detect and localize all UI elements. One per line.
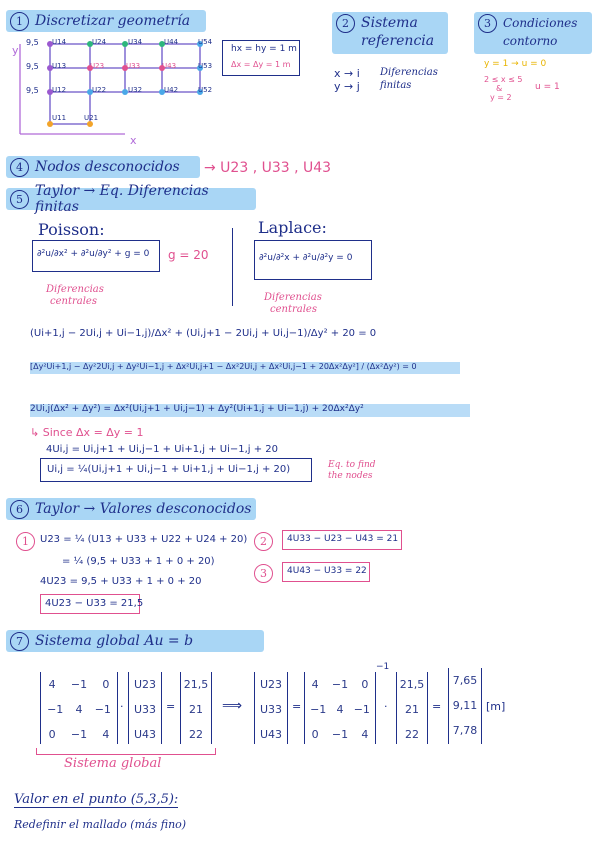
fd-result-box [40,458,312,482]
ref-note: finitas [380,80,412,91]
node-label: U24 [92,38,107,46]
matrix-cell: −1 [353,703,370,716]
matrix-cell: 4 [102,728,110,741]
node-label: U14 [52,38,67,46]
section-5-header [6,183,256,215]
section-3-header [474,12,592,54]
section-2-header [332,12,448,54]
node-label: U44 [164,38,179,46]
vector-result [448,668,482,744]
eq2: 4U33 − U23 − U43 = 21 [287,534,399,544]
brace [36,748,216,755]
section-title-b: contorno [503,34,558,48]
vector-cell: 22 [405,728,419,741]
eq3-box [282,562,370,582]
vector-cell: U33 [259,703,283,716]
ref-line: y → j [334,80,360,93]
spacing-box [222,40,300,76]
eq3: 4U43 − U33 = 22 [287,566,367,576]
vector-cell: U43 [133,728,157,741]
matrix-cell: −1 [94,703,111,716]
eq2-box [282,530,402,550]
matrix-cell: −1 [70,678,88,691]
matrix-cell: 0 [48,728,56,741]
fd-line-3: 2Ui,j(Δx² + Δy²) = Δx²(Ui,j+1 + Ui,j−1) + Δy²(Ui+1,j + Ui−1,j) + 20Δx²Δy² [30,404,364,414]
val-eq: 4U23 = 9,5 + U33 + 1 + 0 + 20 [40,576,202,587]
node-label: U13 [52,62,67,70]
section-title: Discretizar geometría [35,13,191,29]
laplace-eq-box [254,240,372,280]
fd-line-5: Ui,j = ¼(Ui,j+1 + Ui,j−1 + Ui+1,j + Ui−1,j + 20) [47,464,291,475]
vector-u-solve [254,672,288,744]
matrix-cell: 4 [311,678,319,691]
laplace-eq: ∂²u/∂²x + ∂²u/∂²y = 0 [259,253,353,263]
node-label: U32 [128,86,143,94]
node-label: U11 [52,114,67,122]
fd-note: the nodes [328,471,373,481]
vector-cell: 21 [189,703,203,716]
axis-y-label: y [12,44,19,57]
node-label: U43 [162,62,177,70]
vector-cell: 21,5 [399,678,425,691]
implies-arrow: ⟹ [222,698,243,714]
poisson-note: centrales [50,296,97,307]
node-label: U53 [198,62,213,70]
val-eq: U23 = ¼ (U13 + U33 + U22 + U24 + 20) [40,534,248,545]
node-label: U34 [128,38,143,46]
footer-line-1: Valor en el punto (5,3,5): [14,792,179,807]
section-number: 6 [10,500,29,519]
equals: = [432,700,442,713]
inverse-exp: −1 [376,662,390,672]
section-number: 3 [478,14,497,33]
bc-line: y = 1 → u = 0 [484,59,547,69]
fd-line-1: (Ui+1,j − 2Ui,j + Ui−1,j)/Δx² + (Ui,j+1 − 2Ui,j + Ui,j−1)/Δy² + 20 = 0 [30,328,377,339]
matrix-cell: −1 [47,703,64,716]
bc-line: y = 2 [490,93,512,102]
poisson-eq-box [32,240,160,272]
footer-line-2: Redefinir el mallado (más fino) [14,818,187,831]
matrix-cell: −1 [70,728,88,741]
ref-note: Diferencias [380,67,438,78]
matrix-cell: 4 [48,678,56,691]
section-4-header [6,156,200,178]
bc-line: 2 ≤ x ≤ 5 [484,75,523,84]
vector-u [128,672,162,744]
section-title: Nodos desconocidos [35,159,180,175]
equals: = [292,700,302,713]
node-label: U21 [84,114,99,122]
section-title-b: referencia [361,33,435,49]
section-title: Taylor → Valores desconocidos [35,501,252,517]
matrix-cell: 0 [102,678,110,691]
discretization-grid [10,34,220,149]
vector-cell: U33 [133,703,157,716]
matrix-cell: 0 [361,678,369,691]
eq-number: 2 [254,532,273,551]
unit: [m] [486,700,506,713]
system-label: Sistema global [64,756,162,771]
matrix-a [40,672,118,744]
equals: = [166,700,176,713]
bc-line: u = 1 [535,82,560,92]
vector-b [180,672,212,744]
val-eq: = ¼ (9,5 + U33 + 1 + 0 + 20) [62,556,215,567]
spacing-h: hx = hy = 1 m [231,44,297,54]
fd-line-4: 4Ui,j = Ui,j+1 + Ui,j−1 + Ui+1,j + Ui−1,j + 20 [46,444,279,455]
dot: · [120,700,124,713]
val-result: 4U23 − U33 = 21,5 [45,598,144,609]
vector-cell: U23 [133,678,157,691]
matrix-cell: −1 [331,678,349,691]
node-label: U22 [92,86,107,94]
vector-cell: 21 [405,703,419,716]
spacing-d: Δx = Δy = 1 m [231,60,291,69]
matrix-cell: 0 [311,728,319,741]
vector-cell: 22 [189,728,203,741]
matrix-cell: 4 [75,703,83,716]
matrix-cell: −1 [310,703,327,716]
fd-note: Eq. to find [328,460,376,470]
fd-line-2: [Δy²Ui+1,j − Δy²2Ui,j + Δy²Ui−1,j + Δx²Ui,j+1 − Δx²2Ui,j + Δx²Ui,j−1 + 20Δx²Δy²] / (Δx²Δy²) = 0 [30,362,417,371]
left-value: 9,5 [26,38,39,47]
section-6-header [6,498,256,520]
vector-b-solve [396,672,428,744]
poisson-g: g = 20 [168,248,209,262]
laplace-note: centrales [270,304,317,315]
result-cell: 7,65 [452,674,478,687]
unknown-nodes: → U23 , U33 , U43 [204,160,332,176]
result-cell: 9,11 [452,699,478,712]
section-number: 5 [10,190,29,209]
matrix-cell: 4 [361,728,369,741]
section-number: 4 [10,158,29,177]
section-1-header [6,10,206,32]
eq-number: 3 [254,564,273,583]
node-label: U52 [198,86,213,94]
vector-cell: 21,5 [183,678,209,691]
val-result-box [40,594,144,614]
dot: · [384,700,388,713]
matrix-cell: −1 [331,728,349,741]
ref-line: x → i [334,67,360,80]
poisson-note: Diferencias [46,284,104,295]
section-number: 2 [336,14,355,33]
bc-line: & [496,84,503,93]
section-title-a: Sistema [361,15,418,31]
section-title: Taylor → Eq. Diferencias finitas [34,183,209,215]
section-number: 1 [10,12,29,31]
matrix-a-inverse [304,672,376,744]
section-title: Sistema global Au = b [35,633,194,649]
section-title-a: Condiciones [503,16,578,30]
left-value: 9,5 [26,62,39,71]
section-7-header [6,630,264,652]
laplace-title: Laplace: [258,218,327,237]
laplace-note: Diferencias [264,292,322,303]
divider [232,228,233,306]
fd-since: ↳ Since Δx = Δy = 1 [30,426,144,439]
node-label: U42 [164,86,179,94]
matrix-cell: 4 [336,703,344,716]
result-cell: 7,78 [452,724,478,737]
poisson-eq: ∂²u/∂x² + ∂²u/∂y² + g = 0 [37,249,150,259]
left-value: 9,5 [26,86,39,95]
section-number: 7 [10,632,29,651]
node-label: U54 [198,38,213,46]
vector-cell: U43 [259,728,283,741]
vector-cell: U23 [259,678,283,691]
node-label: U12 [52,86,67,94]
axis-x-label: x [130,134,137,147]
node-label: U23 [90,62,105,70]
eq-number: 1 [16,532,35,551]
node-label: U33 [126,62,141,70]
poisson-title: Poisson: [38,220,105,239]
